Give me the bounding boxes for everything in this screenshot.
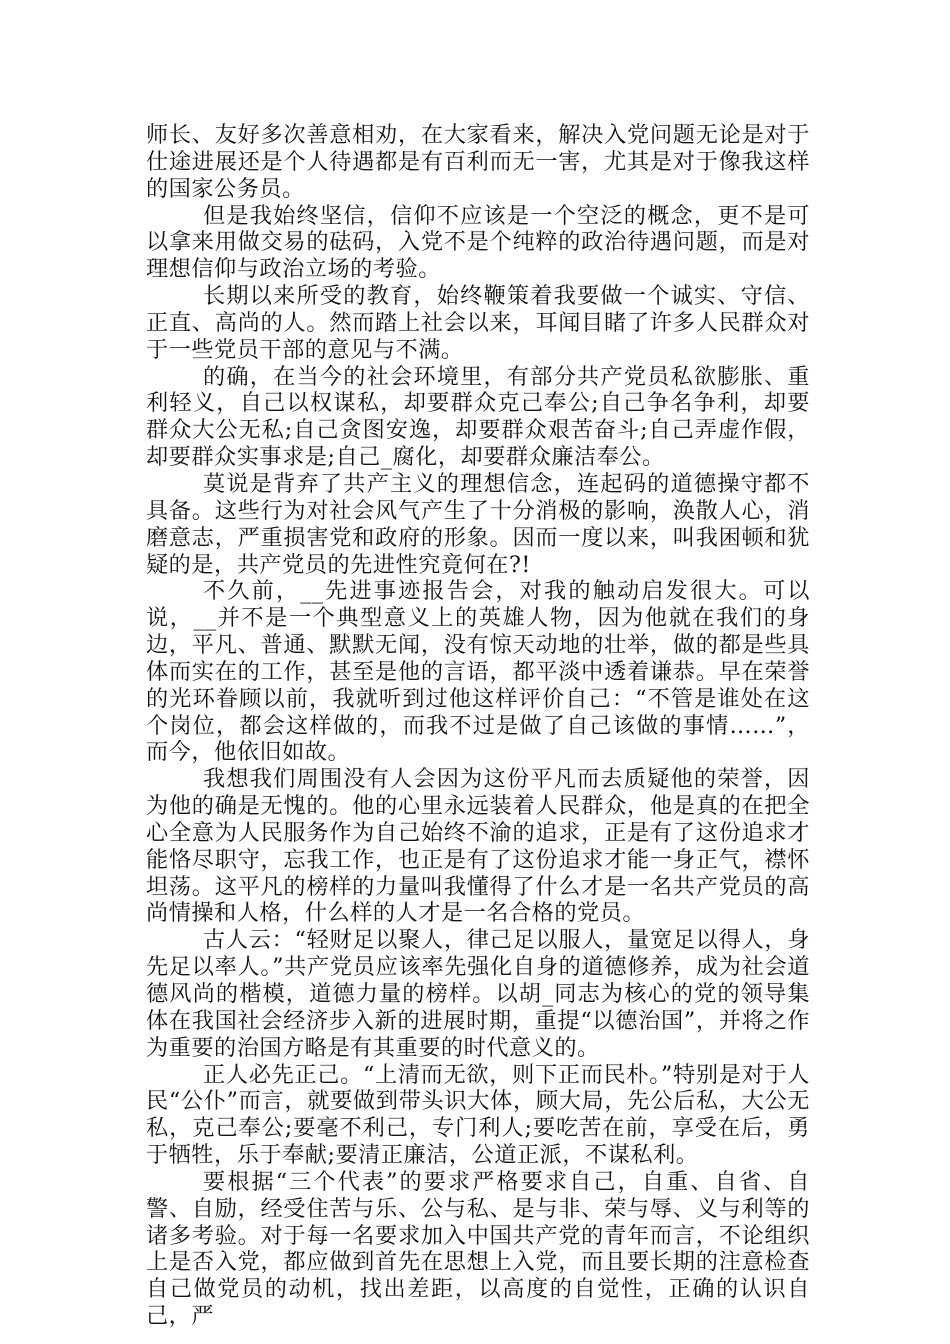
paragraph-2: 但是我始终坚信，信仰不应该是一个空泛的概念，更不是可以拿来用做交易的砝码，入党不是个纯粹的政治待遇问题，而是对理想信仰与政治立场的考验。 (146, 202, 810, 283)
paragraph-7: 我想我们周围没有人会因为这份平凡而去质疑他的荣誉，因为他的确是无愧的。他的心里永远装着人民群众，他是真的在把全心全意为人民服务作为自己始终不渝的追求，正是有了这份追求才能恪尽职守，忘我工作，也正是有了这份追求才能一身正气，襟怀坦荡。这平凡的榜样的力量叫我懂得了什么才是一名共产党员的高尚情操和人格，什么样的人才是一名合格的党员。 (146, 766, 810, 927)
paragraph-4: 的确，在当今的社会环境里，有部分共产党员私欲膨胀、重利轻义，自己以权谋私，却要群众克己奉公;自己争名争利，却要群众大公无私;自己贪图安逸，却要群众艰苦奋斗;自己弄虚作假，却要群众实事求是;自己_腐化，却要群众廉洁奉公。 (146, 363, 810, 471)
paragraph-6: 不久前，__先进事迹报告会，对我的触动启发很大。可以说，__并不是一个典型意义上的英雄人物，因为他就在我们的身边，平凡、普通、默默无闻，没有惊天动地的壮举，做的都是些具体而实在的工作，甚至是他的言语，都平淡中透着谦恭。早在荣誉的光环眷顾以前，我就听到过他这样评价自己：“不管是谁处在这个岗位，都会这样做的，而我不过是做了自己该做的事情……”，而今，他依旧如故。 (146, 578, 810, 766)
paragraph-5: 莫说是背弃了共产主义的理想信念，连起码的道德操守都不具备。这些行为对社会风气产生了十分消极的影响，涣散人心，消磨意志，严重损害党和政府的形象。因而一度以来，叫我困顿和犹疑的是，共产党员的先进性究竟何在?! (146, 470, 810, 578)
paragraph-9: 正人必先正己。“上清而无欲，则下正而民朴。”特别是对于人民“公仆”而言，就要做到带头识大体，顾大局，先公后私，大公无私，克己奉公;要毫不利己，专门利人;要吃苦在前，享受在后，勇于牺牲，乐于奉献;要清正廉洁，公道正派，不谋私利。 (146, 1061, 810, 1169)
document-body (146, 122, 810, 1330)
paragraph-8: 古人云：“轻财足以聚人，律己足以服人，量宽足以得人，身先足以率人。”共产党员应该率先强化自身的道德修养，成为社会道德风尚的楷模，道德力量的榜样。以胡_同志为核心的党的领导集体在我国社会经济步入新的进展时期，重提“以德治国”，并将之作为重要的治国方略是有其重要的时代意义的。 (146, 927, 810, 1061)
paragraph-3: 长期以来所受的教育，始终鞭策着我要做一个诚实、守信、正直、高尚的人。然而踏上社会以来，耳闻目睹了许多人民群众对于一些党员干部的意见与不满。 (146, 283, 810, 363)
paragraph-10: 要根据“三个代表”的要求严格要求自己，自重、自省、自警、自励，经受住苦与乐、公与私、是与非、荣与辱、义与利等的诸多考验。对于每一名要求加入中国共产党的青年而言，不论组织上是否入党，都应做到首先在思想上入党，而且要长期的注意检查自己做党员的动机，找出差距，以高度的自觉性，正确的认识自己，严 (146, 1168, 810, 1330)
paragraph-1: 师长、友好多次善意相劝，在大家看来，解决入党问题无论是对于仕途进展还是个人待遇都是有百利而无一害，尤其是对于像我这样的国家公务员。 (146, 122, 810, 202)
